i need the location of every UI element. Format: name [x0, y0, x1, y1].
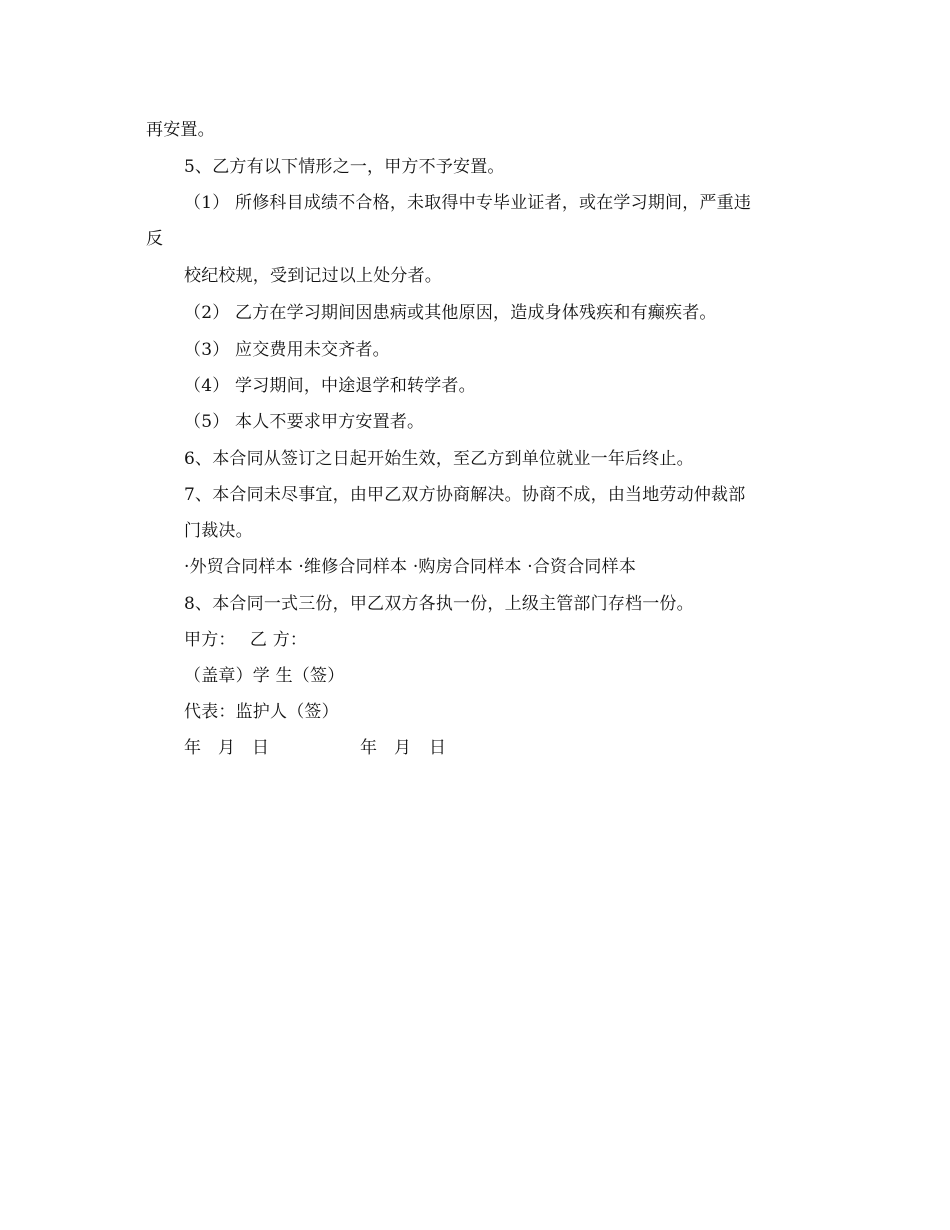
clause-7-cont: 门裁决。 — [184, 521, 253, 541]
date-month-b: 月 — [394, 738, 411, 758]
clause-6: 6、本合同从签订之日起开始生效，至乙方到单位就业一年后终止。 — [184, 449, 694, 469]
clause-5-item-1-cont: 校纪校规，受到记过以上处分者。 — [184, 266, 442, 286]
date-day-b: 日 — [429, 738, 446, 758]
text-line-continuation: 再安置。 — [146, 120, 215, 140]
date-row — [184, 738, 584, 758]
clause-5: 5、乙方有以下情形之一，甲方不予安置。 — [184, 157, 505, 177]
clause-5-item-1-wrap: 反 — [146, 229, 164, 249]
date-month-a: 月 — [218, 738, 235, 758]
representative-line: 代表：监护人（签） — [184, 702, 339, 722]
date-year-b: 年 — [360, 738, 377, 758]
related-links[interactable]: ·外贸合同样本 ·维修合同样本 ·购房合同样本 ·合资合同样本 — [184, 557, 637, 577]
party-labels: 甲方： 乙 方： — [184, 630, 308, 650]
clause-5-item-5: （5） 本人不要求甲方安置者。 — [184, 412, 425, 432]
date-day-a: 日 — [252, 738, 269, 758]
clause-5-item-1: （1） 所修科目成绩不合格，未取得中专毕业证者，或在学习期间，严重违 — [184, 193, 752, 213]
clause-7: 7、本合同未尽事宜，由甲乙双方协商解决。协商不成，由当地劳动仲裁部 — [184, 485, 746, 505]
clause-5-item-2: （2） 乙方在学习期间因患病或其他原因，造成身体残疾和有癫疾者。 — [184, 303, 717, 323]
seal-signature-line: （盖章）学 生（签） — [184, 666, 345, 686]
clause-8: 8、本合同一式三份，甲乙双方各执一份，上级主管部门存档一份。 — [184, 594, 694, 614]
date-year-a: 年 — [184, 738, 201, 758]
clause-5-item-3: （3） 应交费用未交齐者。 — [184, 340, 390, 360]
clause-5-item-4: （4） 学习期间，中途退学和转学者。 — [184, 376, 476, 396]
